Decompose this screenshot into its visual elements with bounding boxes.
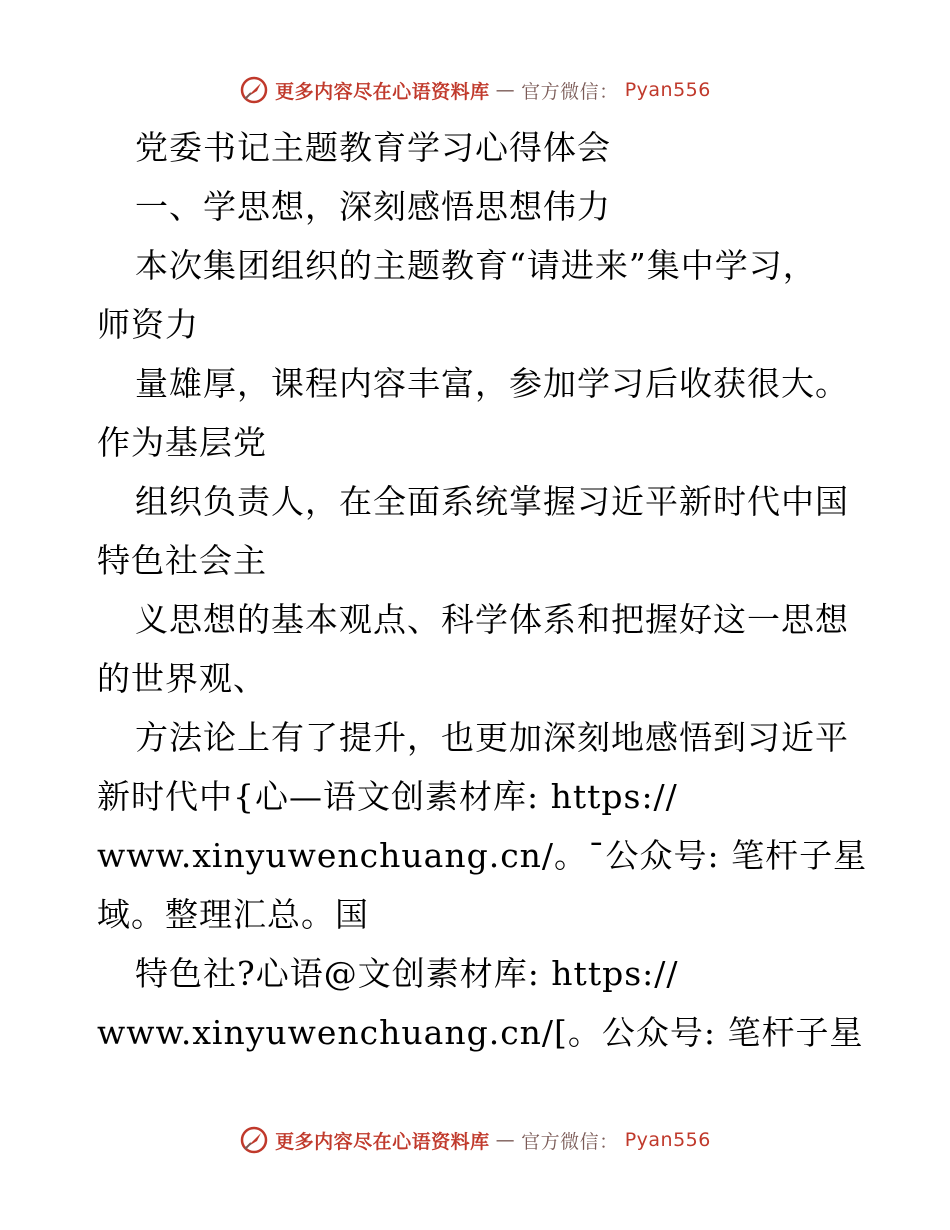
paragraph-line: www.xinyuwenchuang.cn/。¯公众号: 笔杆子星 [97,836,868,875]
paragraph-line: 义思想的基本观点、科学体系和把握好这一思想 [135,600,849,639]
banner-text: 更多内容尽在心语资料库 [275,80,490,103]
section-heading: 一、学思想，深刻感悟思想伟力 [135,187,611,226]
paragraph-line: 作为基层党 [97,423,267,462]
paragraph-line: 特色社?心语@文创素材库: https:// [135,954,679,993]
paragraph-line: 本次集团组织的主题教育“请进来”集中学习， [135,246,817,285]
quill-pen-logo-icon [239,1125,269,1155]
paragraph-line: 方法论上有了提升，也更加深刻地感悟到习近平 [135,718,849,757]
paragraph-line: 域。整理汇总。国 [97,895,369,934]
footer-banner [0,1120,950,1160]
banner-dash: — [495,1129,516,1151]
quill-pen-logo-icon [239,75,269,105]
banner-wechat-label: 官方微信： [521,80,619,103]
header-banner [0,70,950,110]
paragraph-line: www.xinyuwenchuang.cn/[。公众号: 笔杆子星 [97,1013,864,1052]
paragraph-line: 的世界观、 [97,659,267,698]
paragraph-line: 新时代中{心—语文创素材库: https:// [97,777,678,816]
paragraph-line: 特色社会主 [97,541,267,580]
document-body [0,118,950,1062]
banner-wechat-label: 官方微信： [521,1130,619,1153]
banner-text: 更多内容尽在心语资料库 [275,1130,490,1153]
banner-dash: — [495,79,516,101]
paragraph-line: 师资力 [97,305,199,344]
document-title: 党委书记主题教育学习心得体会 [135,128,611,167]
paragraph-line: 组织负责人，在全面系统掌握习近平新时代中国 [135,482,849,521]
banner-wechat-id: Pyan556 [624,79,711,101]
paragraph-line: 量雄厚，课程内容丰富，参加学习后收获很大。 [135,364,849,403]
banner-wechat-id: Pyan556 [624,1129,711,1151]
